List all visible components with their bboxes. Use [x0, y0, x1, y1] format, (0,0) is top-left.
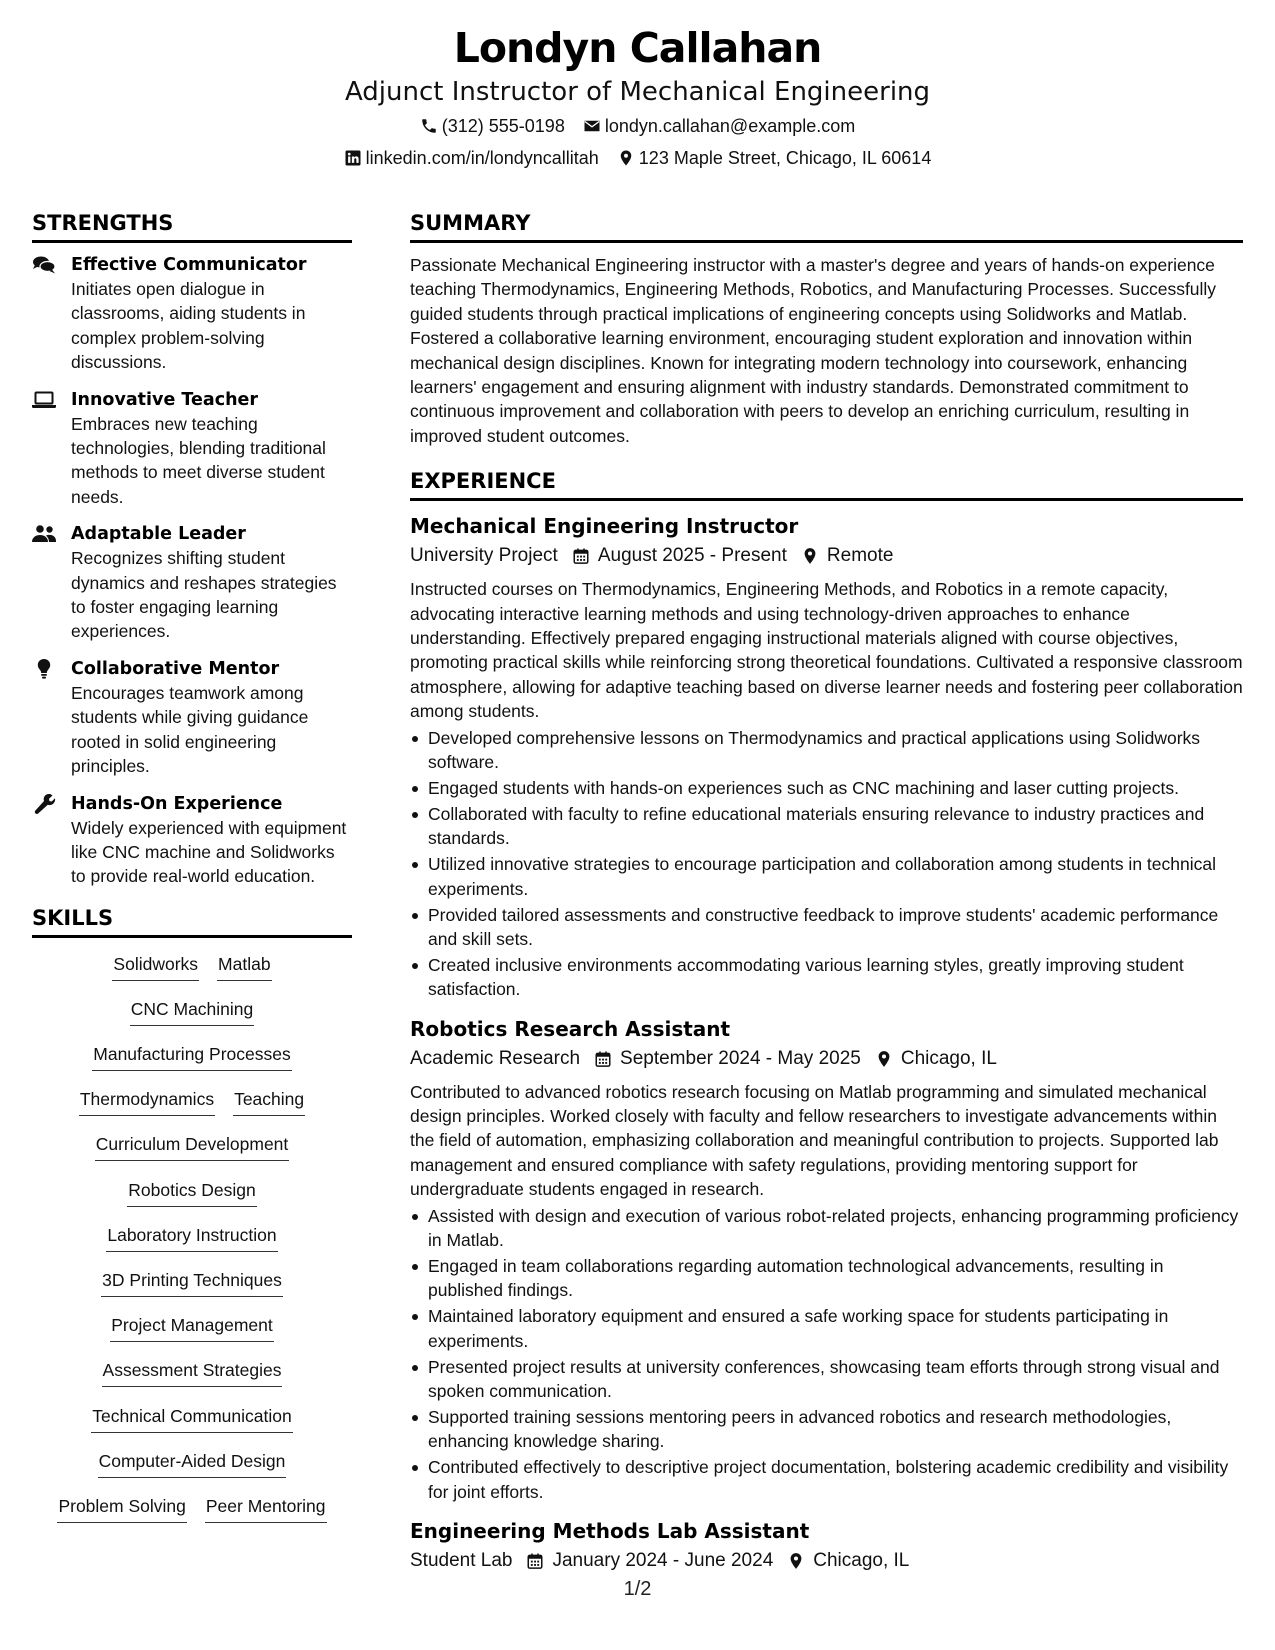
map-pin-icon: [787, 1552, 805, 1570]
strength-title: Adaptable Leader: [71, 524, 246, 545]
list-item: Engaged in team collaborations regarding automation technological advancements, resulting in published findings.: [410, 1254, 1243, 1303]
email-contact[interactable]: [583, 110, 855, 142]
list-item: Utilized innovative strategies to encourage participation and collaboration among students in technical experiments.: [410, 852, 1243, 901]
linkedin-contact[interactable]: [344, 142, 599, 174]
list-item: Supported training sessions mentoring peers in advanced robotics and research methodologies, enhancing knowledge sharing.: [410, 1405, 1243, 1454]
resume-header: [0, 22, 1275, 174]
strength-desc: Recognizes shifting student dynamics and reshapes strategies to foster engaging learning experiences.: [71, 548, 337, 642]
job-company: Student Lab: [410, 1550, 513, 1572]
list-item: Engaged students with hands-on experiences such as CNC machining and laser cutting projects.: [410, 776, 1243, 800]
envelope-icon: [583, 117, 601, 135]
map-pin-icon: [617, 149, 635, 167]
experience-heading: EXPERIENCE: [410, 466, 1243, 501]
strength-title: Innovative Teacher: [71, 389, 259, 410]
skill-tag: Thermodynamics: [79, 1087, 215, 1116]
map-pin-icon: [801, 547, 819, 565]
list-item: Developed comprehensive lessons on Thermodynamics and practical applications using Solidworks software.: [410, 726, 1243, 775]
job-location-group: [801, 541, 894, 571]
job-dates: January 2024 - June 2024: [552, 1550, 774, 1572]
email-text: londyn.callahan@example.com: [604, 116, 856, 136]
contact-row-2: [0, 142, 1275, 174]
skill-row: [32, 1087, 352, 1132]
job-entry: [410, 1014, 1243, 1504]
list-item: Created inclusive environments accommodating various learning styles, greatly improving student satisfaction.: [410, 953, 1243, 1002]
skill-tag: Teaching: [233, 1087, 305, 1116]
phone-icon: [420, 117, 438, 135]
skill-row: [32, 1404, 352, 1449]
job-title: Robotics Research Assistant: [410, 1016, 731, 1041]
strength-desc: Widely experienced with equipment like CNC machine and Solidworks to provide real-world education.: [71, 817, 347, 887]
list-item: Collaborated with faculty to refine educational materials ensuring relevance to industry practices and standards.: [410, 802, 1243, 851]
skill-tag: Peer Mentoring: [205, 1494, 327, 1523]
job-meta: [410, 1546, 1243, 1576]
job-description: Contributed to advanced robotics research focusing on Matlab programming and simulated mechanical design principles. Worked closely with faculty and fellow researchers to investigate advancements within the field of automation, emphasizing collaboration and meaningful contribution to projects. Supported lab management and ensured compliance with safety regulations, providing mentoring support for undergraduate students engaged in research.: [410, 1081, 1219, 1200]
calendar-icon: [594, 1050, 612, 1068]
page-number: 1/2: [623, 1578, 652, 1600]
address-text: 123 Maple Street, Chicago, IL 60614: [638, 148, 932, 168]
job-dates: September 2024 - May 2025: [620, 1047, 861, 1069]
wrench-icon: [32, 794, 56, 814]
comments-icon: [32, 255, 56, 275]
skill-row: [32, 1494, 352, 1539]
strength-item: [32, 388, 352, 510]
skill-tag: Computer-Aided Design: [98, 1449, 287, 1478]
skill-row: [32, 1268, 352, 1313]
strength-title: Collaborative Mentor: [71, 658, 280, 679]
skill-row: [32, 1313, 352, 1358]
strength-desc: Embraces new teaching technologies, blending traditional methods to meet diverse student needs.: [71, 413, 326, 507]
job-location: Chicago, IL: [813, 1550, 910, 1572]
left-column: [32, 208, 352, 1539]
job-dates-group: [594, 1044, 861, 1074]
strength-item: [32, 792, 352, 889]
contact-row-1: [0, 110, 1275, 142]
job-location: Remote: [826, 545, 894, 567]
lightbulb-icon: [32, 659, 56, 679]
skill-tag: Assessment Strategies: [102, 1358, 283, 1387]
skill-tag: Solidworks: [112, 952, 199, 981]
job-dates-group: [572, 541, 787, 571]
list-item: Assisted with design and execution of various robot-related projects, enhancing programming proficiency in Matlab.: [410, 1204, 1243, 1253]
strength-title: Effective Communicator: [71, 255, 307, 275]
job-company: Academic Research: [410, 1047, 581, 1069]
job-location: Chicago, IL: [900, 1047, 997, 1069]
skill-row: [32, 1042, 352, 1087]
skill-row: [32, 1449, 352, 1494]
candidate-name: Londyn Callahan: [453, 24, 822, 72]
phone-contact[interactable]: [420, 110, 565, 142]
skill-tag: Project Management: [110, 1313, 273, 1342]
calendar-icon: [526, 1552, 544, 1570]
list-item: Provided tailored assessments and constructive feedback to improve students' academic performance and skill sets.: [410, 903, 1243, 952]
job-meta: [410, 1044, 1243, 1074]
skills-list: [32, 948, 352, 1539]
strength-item: [32, 657, 352, 779]
address-contact: [617, 142, 932, 174]
skill-tag: Laboratory Instruction: [106, 1223, 277, 1252]
job-entry: [410, 1516, 1243, 1576]
skill-row: [32, 1178, 352, 1223]
summary-heading: SUMMARY: [410, 208, 1243, 243]
skill-row: [32, 1358, 352, 1403]
list-item: Presented project results at university conferences, showcasing team efforts through strong visual and spoken communication.: [410, 1355, 1243, 1404]
users-icon: [32, 524, 56, 544]
job-company: University Project: [410, 545, 558, 567]
job-location-group: [787, 1546, 909, 1576]
skill-tag: Problem Solving: [57, 1494, 186, 1523]
job-title: Mechanical Engineering Instructor: [410, 514, 799, 539]
map-pin-icon: [875, 1050, 893, 1068]
skill-row: [32, 1132, 352, 1177]
job-bullets: [410, 1204, 1243, 1504]
linkedin-text: linkedin.com/in/londyncallitah: [365, 148, 599, 168]
job-meta: [410, 541, 1243, 571]
strengths-heading: STRENGTHS: [32, 208, 352, 243]
strength-item: [32, 253, 352, 375]
skill-row: [32, 997, 352, 1042]
skill-tag: 3D Printing Techniques: [101, 1268, 283, 1297]
right-column: [410, 208, 1243, 1588]
job-description: Instructed courses on Thermodynamics, Engineering Methods, and Robotics in a remote capacity, advocating interactive learning methods and using technology-driven approaches to enhance understanding. Effectively prepared engaging instructional materials aligned with course objectives, promoting practical skills while reinforcing strong theoretical foundations. Cultivated a responsive classroom atmosphere, allowing for adaptive teaching based on diverse learner needs and fostering peer collaboration among students.: [410, 579, 1243, 722]
skill-tag: CNC Machining: [130, 997, 255, 1026]
linkedin-icon: [344, 149, 362, 167]
skill-row: [32, 1223, 352, 1268]
laptop-icon: [32, 390, 56, 410]
job-bullets: [410, 726, 1243, 1002]
strength-desc: Encourages teamwork among students while giving guidance rooted in solid engineering principles.: [71, 682, 309, 777]
skill-row: [32, 952, 352, 997]
skills-heading: SKILLS: [32, 903, 352, 938]
skill-tag: Matlab: [217, 952, 272, 981]
skill-tag: Robotics Design: [127, 1178, 256, 1207]
list-item: Contributed effectively to descriptive project documentation, bolstering academic credibility and visibility for joint efforts.: [410, 1455, 1243, 1504]
strength-title: Hands-On Experience: [71, 793, 283, 814]
strength-item: [32, 522, 352, 644]
job-dates-group: [526, 1546, 773, 1576]
skill-tag: Technical Communication: [91, 1404, 292, 1433]
list-item: Maintained laboratory equipment and ensured a safe working space for students participating in experiments.: [410, 1304, 1243, 1353]
phone-text: (312) 555-0198: [441, 116, 565, 136]
strength-desc: Initiates open dialogue in classrooms, aiding students in complex problem-solving discussions.: [71, 279, 306, 373]
summary-text: Passionate Mechanical Engineering instructor with a master's degree and years of hands-on experience teaching Thermodynamics, Engineering Methods, Robotics, and Manufacturing Processes. Successfully guided students through practical implications of engineering concepts using Solidworks and Matlab. Fostered a collaborative learning environment, encouraging student exploration and innovation within mechanical design disciplines. Known for integrating modern technology into coursework, enhancing learners' engagement and ensuring alignment with industry standards. Demonstrated commitment to continuous improvement and collaboration with peers to develop an enriching curriculum, resulting in improved student outcomes.: [410, 255, 1217, 446]
job-dates: August 2025 - Present: [597, 545, 787, 567]
job-entry: [410, 511, 1243, 1001]
skill-tag: Manufacturing Processes: [92, 1042, 291, 1071]
calendar-icon: [572, 547, 590, 565]
skill-tag: Curriculum Development: [95, 1132, 290, 1161]
candidate-title: Adjunct Instructor of Mechanical Engineering: [344, 77, 931, 107]
job-title: Engineering Methods Lab Assistant: [410, 1519, 810, 1544]
job-location-group: [875, 1044, 997, 1074]
